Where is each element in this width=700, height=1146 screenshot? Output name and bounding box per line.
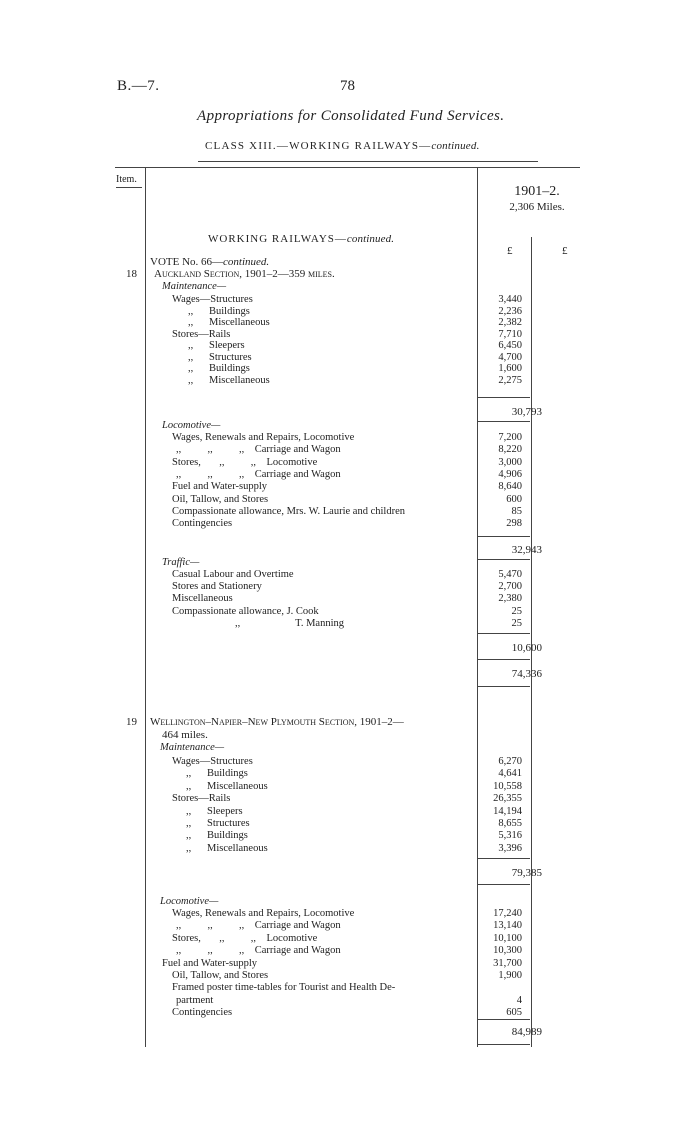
- class-heading: [205, 140, 480, 152]
- auckland-loco-rule: [478, 536, 530, 537]
- row-label: Oil, Tallow, and Stores: [172, 970, 269, 981]
- table-row: [0, 444, 700, 456]
- table-row: [0, 793, 700, 805]
- row-label: Compassionate allowance, Mrs. W. Laurie and children: [172, 505, 405, 517]
- row-label: ,, Buildings: [186, 768, 248, 780]
- wellington-maint-rule: [478, 858, 530, 859]
- auckland-section-total-rule: [478, 686, 530, 687]
- auckland-locomotive-label: Locomotive—: [162, 420, 221, 431]
- row-amount: 31,700: [493, 957, 522, 969]
- row-amount: 5,470: [498, 569, 522, 580]
- auckland-maintenance-label: Maintenance—: [162, 281, 227, 292]
- item-number-19: 19: [126, 716, 137, 728]
- table-row: [0, 920, 700, 932]
- title-rule: [198, 161, 538, 162]
- auckland-traffic-total-rule: [478, 659, 530, 660]
- row-amount: 10,100: [493, 932, 522, 944]
- row-amount: 605: [506, 1007, 522, 1019]
- row-amount: 3,440: [498, 294, 522, 305]
- row-label: ,, T. Manning: [235, 617, 344, 629]
- row-amount: 6,450: [498, 340, 522, 351]
- table-row: [0, 375, 700, 387]
- row-label: Contingencies: [172, 518, 233, 530]
- row-amount: 2,236: [498, 305, 522, 317]
- section-title-main: WORKING RAILWAYS—: [208, 233, 347, 245]
- table-row: [0, 618, 700, 630]
- row-amount: 2,382: [498, 317, 522, 328]
- auckland-maint-rule: [478, 397, 530, 398]
- table-row: [0, 294, 700, 306]
- table-row: [0, 606, 700, 618]
- row-label: ,, Miscellaneous: [186, 780, 268, 792]
- row-amount: 2,275: [498, 374, 522, 386]
- row-amount: 25: [511, 605, 522, 617]
- row-amount: 3,396: [498, 842, 522, 854]
- row-label: ,, Sleepers: [186, 805, 243, 817]
- table-row: [0, 908, 700, 920]
- auckland-traffic-label: Traffic—: [162, 557, 200, 568]
- vote-label-cont: continued.: [223, 256, 270, 268]
- table-row: [0, 1007, 700, 1019]
- row-label: Compassionate allowance, J. Cook: [172, 605, 319, 617]
- row-label: Stores—Rails: [172, 328, 231, 340]
- table-row: [0, 995, 700, 1007]
- page-number: 78: [340, 78, 355, 94]
- row-amount: 2,380: [498, 593, 522, 605]
- row-amount: 4,700: [498, 351, 522, 363]
- row-amount: 7,200: [498, 432, 522, 443]
- row-amount: 8,640: [498, 481, 522, 493]
- row-label: ,, ,, ,, Carriage and Wagon: [176, 920, 341, 932]
- row-label: ,, Buildings: [186, 830, 248, 842]
- wellington-locomotive-label: Locomotive—: [160, 896, 219, 907]
- table-row: [0, 317, 700, 329]
- table-row: [0, 933, 700, 945]
- row-amount: 4,906: [498, 468, 522, 480]
- table-row: [0, 457, 700, 469]
- table-row: [0, 945, 700, 957]
- table-row: [0, 830, 700, 842]
- row-amount: 1,900: [498, 970, 522, 981]
- table-top-rule: [115, 167, 580, 168]
- item-head-rule: [116, 187, 142, 188]
- table-row: [0, 581, 700, 593]
- table-row: [0, 806, 700, 818]
- section-title-cont: continued.: [346, 233, 395, 245]
- table-row: [0, 352, 700, 364]
- row-amount: 5,316: [498, 830, 522, 842]
- row-amount: 25: [511, 617, 522, 629]
- row-amount: 13,140: [493, 920, 522, 932]
- row-label: Wages—Structures: [172, 294, 253, 305]
- row-amount: 600: [506, 493, 522, 505]
- wellington-heading: Wellington–Napier–New Plymouth Section, 1901–2—: [150, 716, 404, 728]
- section-title: [208, 233, 394, 245]
- wellington-maintenance-label: Maintenance—: [160, 742, 225, 753]
- table-row: [0, 481, 700, 493]
- row-label: Stores, ,, ,, Locomotive: [172, 456, 318, 468]
- auckland-section-total: 74,336: [511, 668, 542, 680]
- row-amount: 85: [511, 505, 522, 517]
- row-label: Fuel and Water-supply: [162, 957, 257, 969]
- table-row: [0, 768, 700, 780]
- row-label: Contingencies: [172, 1007, 233, 1019]
- miles-header: 2,306 Miles.: [509, 201, 565, 213]
- table-row: [0, 818, 700, 830]
- auckland-maintenance-total: 30,793: [511, 406, 542, 418]
- item-column-header: Item.: [116, 174, 137, 185]
- table-row: [0, 494, 700, 506]
- row-amount: 4: [516, 994, 522, 1006]
- class-heading-main: CLASS XIII.—WORKING RAILWAYS—: [205, 140, 432, 152]
- item-number-18: 18: [126, 268, 137, 280]
- currency-symbol-items: £: [507, 245, 513, 257]
- row-label: ,, Structures: [186, 818, 250, 829]
- row-label: Stores—Rails: [172, 793, 231, 805]
- row-label: partment: [176, 994, 214, 1006]
- wellington-loco-total-rule: [478, 1044, 530, 1045]
- row-amount: 10,300: [493, 945, 522, 957]
- row-amount: 6,270: [498, 756, 522, 767]
- table-row: [0, 569, 700, 581]
- row-amount: 4,641: [498, 768, 522, 780]
- wellington-maint-total-rule: [478, 884, 530, 885]
- row-label: Wages, Renewals and Repairs, Locomotive: [172, 908, 355, 919]
- row-label: Casual Labour and Overtime: [172, 569, 294, 580]
- wellington-locomotive-total: 84,989: [511, 1026, 542, 1038]
- row-amount: 10,558: [493, 780, 522, 792]
- auckland-traffic-total: 10,600: [511, 642, 542, 654]
- wellington-maintenance-total: 79,385: [511, 867, 542, 879]
- wellington-loco-rule: [478, 1019, 530, 1020]
- auckland-locomotive-total: 32,943: [511, 544, 542, 556]
- table-row: [0, 329, 700, 341]
- year-header: 1901–2.: [514, 184, 560, 199]
- row-label: Stores and Stationery: [172, 581, 262, 593]
- auckland-maint-total-rule: [478, 421, 530, 422]
- row-amount: 8,220: [498, 444, 522, 456]
- table-row: [0, 843, 700, 855]
- row-label: ,, ,, ,, Carriage and Wagon: [176, 468, 341, 480]
- row-label: ,, ,, ,, Carriage and Wagon: [176, 945, 341, 957]
- table-row: [0, 756, 700, 768]
- row-label: Framed poster time-tables for Tourist and Health De-: [172, 982, 396, 994]
- row-amount: 17,240: [493, 908, 522, 919]
- row-label: ,, ,, ,, Carriage and Wagon: [176, 444, 341, 456]
- row-label: ,, Sleepers: [188, 340, 245, 351]
- table-row: [0, 363, 700, 375]
- row-label: ,, Buildings: [188, 363, 250, 374]
- row-label: Wages—Structures: [172, 756, 253, 767]
- row-label: Oil, Tallow, and Stores: [172, 493, 269, 505]
- row-label: Stores, ,, ,, Locomotive: [172, 932, 318, 944]
- table-row: [0, 781, 700, 793]
- row-label: Fuel and Water-supply: [172, 481, 267, 493]
- table-row: [0, 970, 700, 982]
- class-heading-cont: continued.: [431, 140, 480, 152]
- row-amount: 7,710: [498, 328, 522, 340]
- auckland-traffic-rule: [478, 633, 530, 634]
- wellington-heading-miles: 464 miles.: [162, 729, 208, 741]
- row-label: Miscellaneous: [172, 593, 233, 605]
- row-label: ,, Miscellaneous: [188, 374, 270, 386]
- page-title: Appropriations for Consolidated Fund Services.: [197, 108, 505, 124]
- row-label: ,, Miscellaneous: [186, 842, 268, 854]
- table-row: [0, 432, 700, 444]
- row-amount: 3,000: [498, 456, 522, 468]
- row-label: Wages, Renewals and Repairs, Locomotive: [172, 432, 355, 443]
- row-amount: 298: [506, 518, 522, 530]
- row-amount: 8,655: [498, 818, 522, 829]
- document-reference: B.—7.: [117, 78, 160, 94]
- table-row: [0, 982, 700, 994]
- row-label: ,, Miscellaneous: [188, 317, 270, 328]
- table-row: [0, 518, 700, 530]
- vote-label-main: VOTE No. 66—: [150, 256, 224, 268]
- row-amount: 14,194: [493, 805, 522, 817]
- row-label: ,, Buildings: [188, 305, 250, 317]
- row-label: ,, Structures: [188, 351, 252, 363]
- table-row: [0, 469, 700, 481]
- row-amount: 26,355: [493, 793, 522, 805]
- table-row: [0, 958, 700, 970]
- table-row: [0, 306, 700, 318]
- row-amount: 1,600: [498, 363, 522, 374]
- table-row: [0, 506, 700, 518]
- vote-label: [150, 256, 269, 268]
- auckland-loco-total-rule: [478, 559, 530, 560]
- table-row: [0, 593, 700, 605]
- row-amount: 2,700: [498, 581, 522, 593]
- table-row: [0, 340, 700, 352]
- auckland-heading: Auckland Section, 1901–2—359 miles.: [154, 268, 335, 280]
- currency-symbol-totals: £: [562, 245, 568, 257]
